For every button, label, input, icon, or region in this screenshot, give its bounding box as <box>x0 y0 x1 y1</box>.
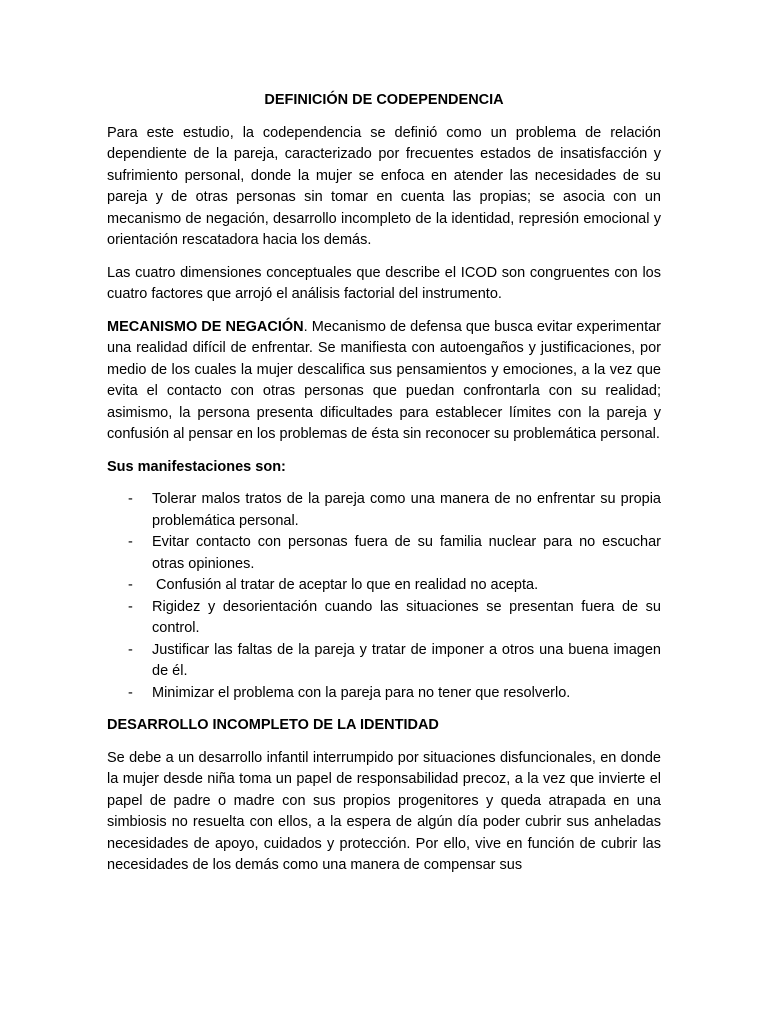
list-item <box>107 683 661 705</box>
bullet-dash: - <box>128 534 133 550</box>
list-item-text: Tolerar malos tratos de la pareja como una manera de no enfrentar su propia problemática personal. <box>152 491 661 529</box>
negation-text: . Mecanismo de defensa que busca evitar experimentar una realidad difícil de enfrentar. Se manifiesta con autoengaños y justificaciones, por medio de los cuales la mujer descalifica sus pensamientos y emociones, a la vez que evita el contacto con otras personas que puedan confrontarla con su realidad; asimismo, la persona presenta dificultades para establecer límites con la pareja y confusión al pensar en los problemas de ésta sin reconocer su problemática personal. <box>107 318 661 442</box>
bullet-dash: - <box>128 684 133 701</box>
list-item-text: Minimizar el problema con la pareja para no tener que resolverlo. <box>152 684 571 701</box>
identity-heading: DESARROLLO INCOMPLETO DE LA IDENTIDAD <box>107 717 439 733</box>
negation-heading: MECANISMO DE NEGACIÓN <box>107 318 304 335</box>
identity-paragraph: Se debe a un desarrollo infantil interrumpido por situaciones disfuncionales, en donde la mujer desde niña toma un papel de responsabilidad precoz, a la vez que invierte el papel de padre o madre con sus propios progenitores y queda atrapada en una simbiosis no resuelta con ellos, a la espera de algún día poder cubrir sus anheladas necesidades de apoyo, cuidados y protección. Por ello, vive en función de cubrir las necesidades de los demás como una manera de compensar sus <box>107 749 661 873</box>
manifestations-heading: Sus manifestaciones son: <box>107 458 286 475</box>
intro-paragraph: Para este estudio, la codependencia se definió como un problema de relación dependiente de la pareja, caracterizado por frecuentes estados de insatisfacción y sufrimiento personal, donde la mujer se enfoca en atender las necesidades de su pareja y de otras personas sin tomar en cuenta las propias; se asocia con un mecanismo de negación, desarrollo incompleto de la identidad, represión emocional y orientación rescatadora hacia los demás. <box>107 124 661 248</box>
list-item-text: Evitar contacto con personas fuera de su familia nuclear para no escuchar otras opiniones. <box>152 534 661 572</box>
list-item-text: Rigidez y desorientación cuando las situaciones se presentan fuera de su control. <box>152 598 661 636</box>
list-item <box>107 597 661 640</box>
bullet-dash: - <box>128 491 133 507</box>
bullet-dash: - <box>128 641 133 658</box>
list-item-text: Confusión al tratar de aceptar lo que en realidad no acepta. <box>152 577 539 593</box>
list-item <box>107 640 661 683</box>
list-item <box>107 575 661 597</box>
dimensions-paragraph: Las cuatro dimensiones conceptuales que describe el ICOD son congruentes con los cuatro factores que arrojó el análisis factorial del instrumento. <box>107 264 661 302</box>
list-item-text: Justificar las faltas de la pareja y tratar de imponer a otros una buena imagen de él. <box>152 641 661 679</box>
list-item <box>107 489 661 532</box>
document-title: DEFINICIÓN DE CODEPENDENCIA <box>264 92 504 108</box>
list-item <box>107 532 661 575</box>
bullet-dash: - <box>128 598 133 615</box>
bullet-dash: - <box>128 577 133 593</box>
negation-paragraph <box>107 317 661 446</box>
manifestations-list <box>107 489 661 704</box>
